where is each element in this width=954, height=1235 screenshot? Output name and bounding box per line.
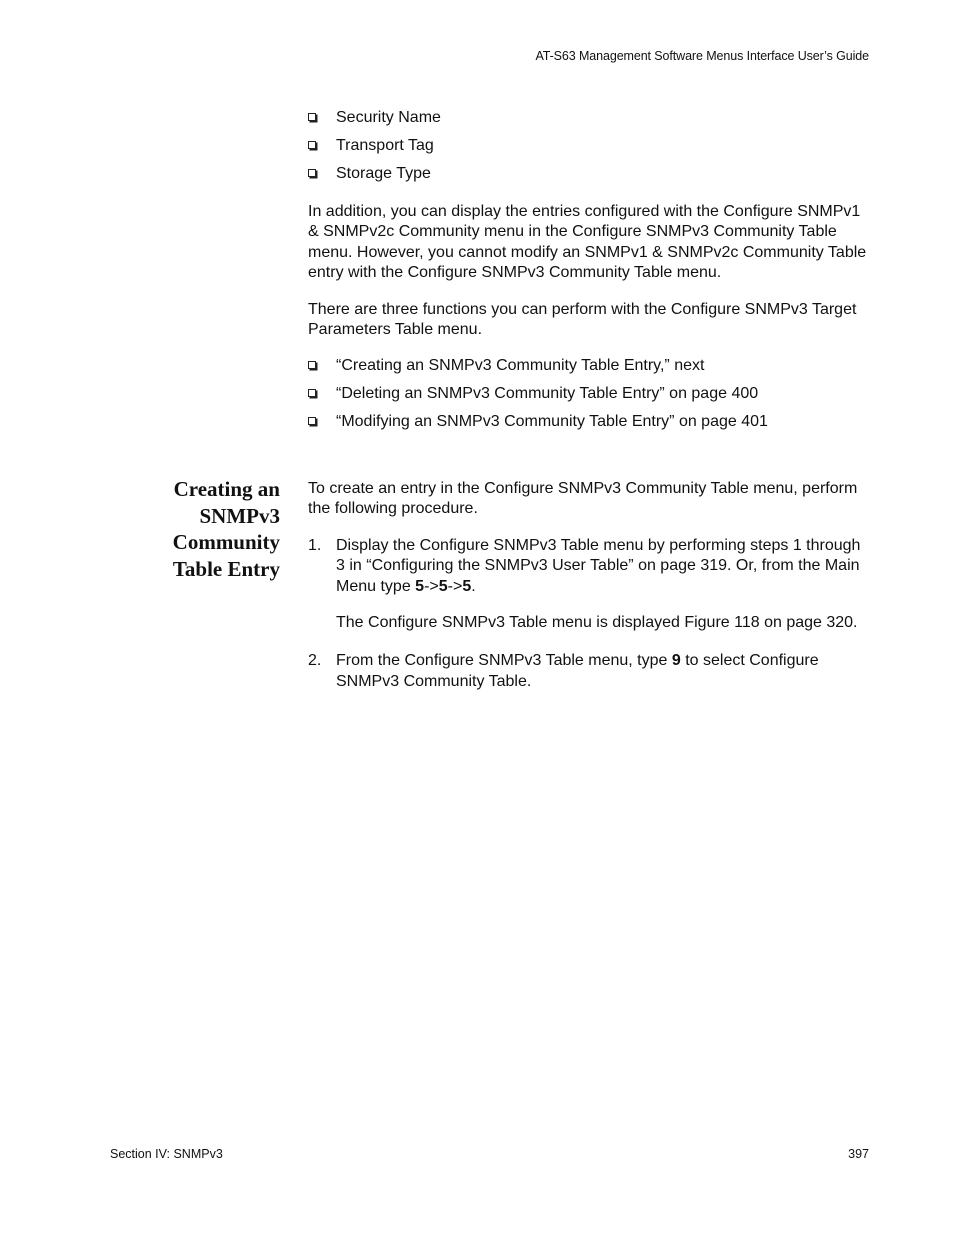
section-heading: Creating an SNMPv3 Community Table Entry xyxy=(172,477,280,581)
step-number: 1. xyxy=(308,536,322,554)
checkbox-bullet-icon xyxy=(308,169,316,177)
checkbox-bullet-icon xyxy=(308,361,316,369)
section-intro: To create an entry in the Configure SNMPv3 Community Table menu, perform the following procedure. xyxy=(308,480,858,518)
paragraph: In addition, you can display the entries configured with the Configure SNMPv1 & SNMPv2c Community menu in the Configure SNMPv3 Community Table menu. However, you cannot modify an SNMPv1 & SNMPv2c Community Table entry with the Configure SNMPv3 Community Table menu. xyxy=(308,203,867,282)
checkbox-bullet-icon xyxy=(308,389,316,397)
procedure-step-2: 2. From the Configure SNMPv3 Table menu, type 9 to select Configure SNMPv3 Community Table. xyxy=(308,652,819,690)
list-item xyxy=(308,412,870,440)
list-item xyxy=(308,384,870,412)
running-header: AT-S63 Management Software Menus Interface User’s Guide xyxy=(535,49,869,63)
checkbox-bullet-icon xyxy=(308,141,316,149)
footer-section-label: Section IV: SNMPv3 xyxy=(110,1147,223,1161)
checkbox-bullet-icon xyxy=(308,417,316,425)
procedure-step-1: 1. Display the Configure SNMPv3 Table menu by performing steps 1 through 3 in “Configuring the SNMPv3 User Table” on page 319. Or, from the Main Menu type 5->5->5. xyxy=(308,536,861,595)
step-note: The Configure SNMPv3 Table menu is displayed Figure 118 on page 320. xyxy=(336,614,858,632)
step-number: 2. xyxy=(308,652,322,670)
attribute-list xyxy=(308,108,870,192)
cross-reference-link[interactable]: “Modifying an SNMPv3 Community Table Entry” on page 401 xyxy=(336,413,768,431)
checkbox-bullet-icon xyxy=(308,113,316,121)
list-item: Transport Tag xyxy=(308,136,870,164)
cross-reference-link[interactable]: “Creating an SNMPv3 Community Table Entry,” next xyxy=(336,357,705,375)
cross-reference-link[interactable]: “Deleting an SNMPv3 Community Table Entry” on page 400 xyxy=(336,385,759,403)
footer-page-number: 397 xyxy=(848,1147,869,1161)
list-item xyxy=(308,356,870,384)
paragraph: There are three functions you can perform with the Configure SNMPv3 Target Parameters Table menu. xyxy=(308,300,857,339)
list-item: Security Name xyxy=(308,108,870,136)
main-content xyxy=(308,108,870,440)
list-item: Storage Type xyxy=(308,164,870,192)
section-body xyxy=(308,479,870,708)
function-list xyxy=(308,356,870,440)
